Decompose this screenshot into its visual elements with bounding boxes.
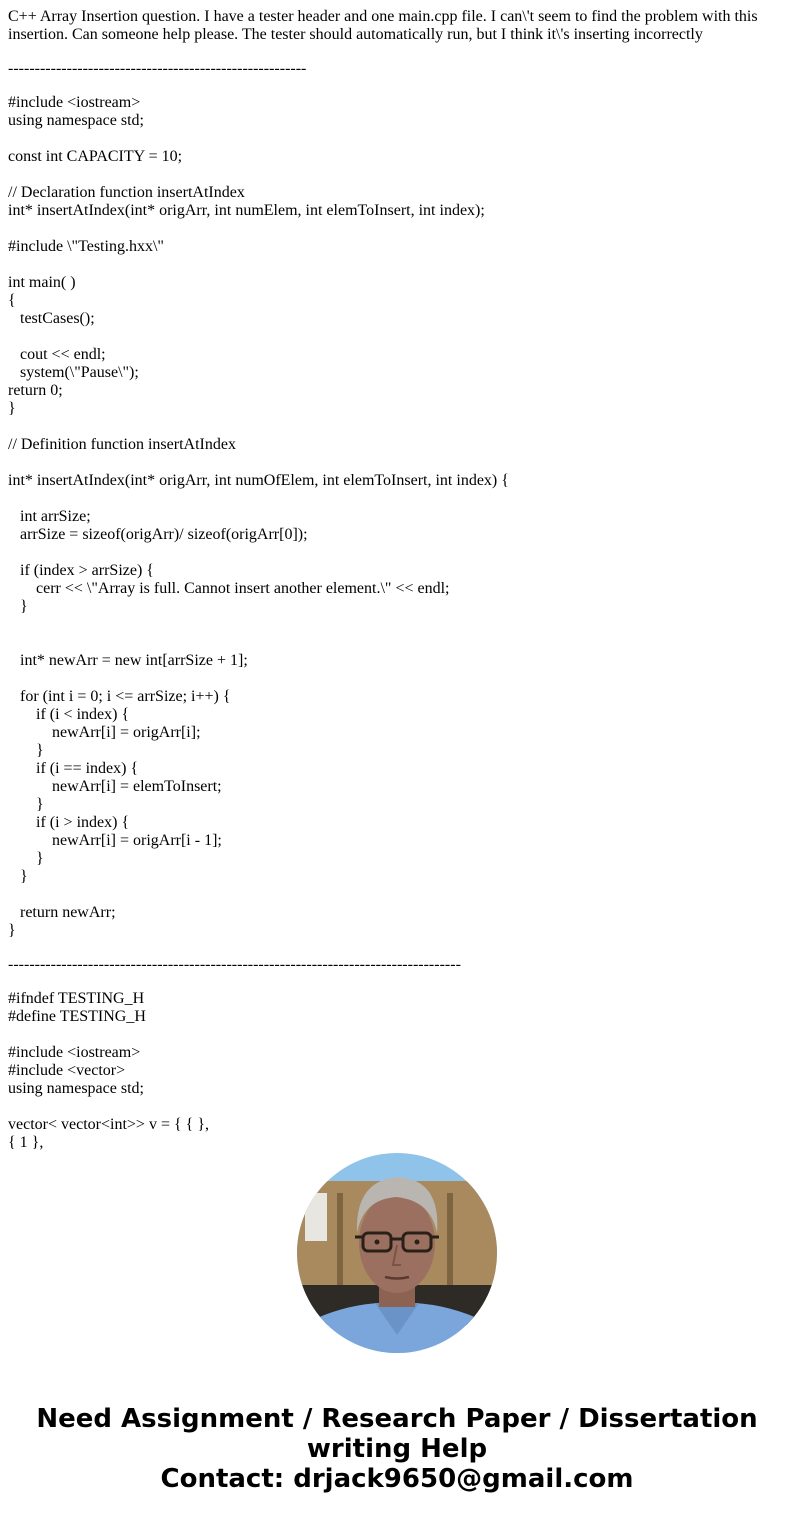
code-line: // Definition function insertAtIndex — [8, 436, 236, 453]
promo-banner — [0, 1404, 794, 1494]
code-line: vector< vector<int>> v = { { }, — [8, 1116, 209, 1133]
person-portrait-icon — [297, 1153, 497, 1353]
code-line — [8, 490, 786, 508]
separator-line: ------------------------------------------------------------------------------------- — [8, 956, 461, 973]
author-avatar — [297, 1153, 497, 1353]
code-line: int* insertAtIndex(int* origArr, int numElem, int elemToInsert, int index); — [8, 202, 485, 219]
code-line: newArr[i] = origArr[i]; — [8, 724, 201, 741]
spacer — [8, 974, 786, 990]
code-line — [8, 1098, 786, 1116]
code-line: #define TESTING_H — [8, 1008, 146, 1025]
code-line: } — [8, 742, 44, 759]
spacer — [8, 78, 786, 94]
code-line: if (i < index) { — [8, 706, 130, 723]
code-line — [8, 328, 786, 346]
spacer — [8, 940, 786, 956]
code-line: if (i == index) { — [8, 760, 139, 777]
promo-subheadline: writing Help — [306, 1434, 488, 1464]
code-line — [8, 544, 786, 562]
code-line: int* newArr = new int[arrSize + 1]; — [8, 652, 248, 669]
code-line — [8, 166, 786, 184]
promo-contact-email: Contact: drjack9650@gmail.com — [160, 1464, 634, 1494]
code-line: int arrSize; — [8, 508, 91, 525]
code-line: } — [8, 922, 16, 939]
code-line: return newArr; — [8, 904, 116, 921]
code-line — [8, 418, 786, 436]
code-line: { — [8, 292, 16, 309]
code-line: } — [8, 868, 28, 885]
code-line — [8, 256, 786, 274]
code-line: if (index > arrSize) { — [8, 562, 154, 579]
code-line: // Declaration function insertAtIndex — [8, 184, 245, 201]
code-line — [8, 670, 786, 688]
code-line: arrSize = sizeof(origArr)/ sizeof(origArr[0]); — [8, 526, 308, 543]
promo-headline: Need Assignment / Research Paper / Dissertation — [36, 1404, 758, 1434]
code-line: if (i > index) { — [8, 814, 130, 831]
code-line: system(\"Pause\"); — [8, 364, 139, 381]
code-line: using namespace std; — [8, 112, 144, 129]
code-line: newArr[i] = origArr[i - 1]; — [8, 832, 222, 849]
question-document — [8, 8, 786, 1152]
code-line: #ifndef TESTING_H — [8, 990, 145, 1007]
code-line — [8, 886, 786, 904]
main-cpp-code-block — [8, 94, 786, 940]
code-line: } — [8, 400, 16, 417]
code-line: testCases(); — [8, 310, 95, 327]
code-line: const int CAPACITY = 10; — [8, 148, 183, 165]
code-line — [8, 616, 786, 634]
code-line — [8, 634, 786, 652]
code-line: cerr << \"Array is full. Cannot insert another element.\" << endl; — [8, 580, 450, 597]
code-line: #include <iostream> — [8, 94, 141, 111]
code-line — [8, 220, 786, 238]
code-line: newArr[i] = elemToInsert; — [8, 778, 222, 795]
code-line: } — [8, 796, 44, 813]
code-line — [8, 1026, 786, 1044]
code-line: int main( ) — [8, 274, 76, 291]
testing-hxx-code-block — [8, 990, 786, 1152]
code-line: #include \"Testing.hxx\" — [8, 238, 164, 255]
code-line: { 1 }, — [8, 1134, 44, 1151]
code-line: } — [8, 598, 28, 615]
code-line: } — [8, 850, 44, 867]
spacer — [8, 44, 786, 60]
separator-line: -------------------------------------------------------- — [8, 60, 307, 77]
code-line: int* insertAtIndex(int* origArr, int numOfElem, int elemToInsert, int index) { — [8, 472, 509, 489]
code-line — [8, 130, 786, 148]
code-line: #include <vector> — [8, 1062, 126, 1079]
code-line — [8, 454, 786, 472]
code-line: #include <iostream> — [8, 1044, 141, 1061]
code-line: for (int i = 0; i <= arrSize; i++) { — [8, 688, 231, 705]
question-text: C++ Array Insertion question. I have a tester header and one main.cpp file. I can\'t seem to find the problem with this insertion. Can someone help please. The tester should automatically run, but I think it\'s inserting incorrectly — [8, 8, 758, 43]
code-line: return 0; — [8, 382, 63, 399]
code-line: using namespace std; — [8, 1080, 144, 1097]
code-line: cout << endl; — [8, 346, 106, 363]
